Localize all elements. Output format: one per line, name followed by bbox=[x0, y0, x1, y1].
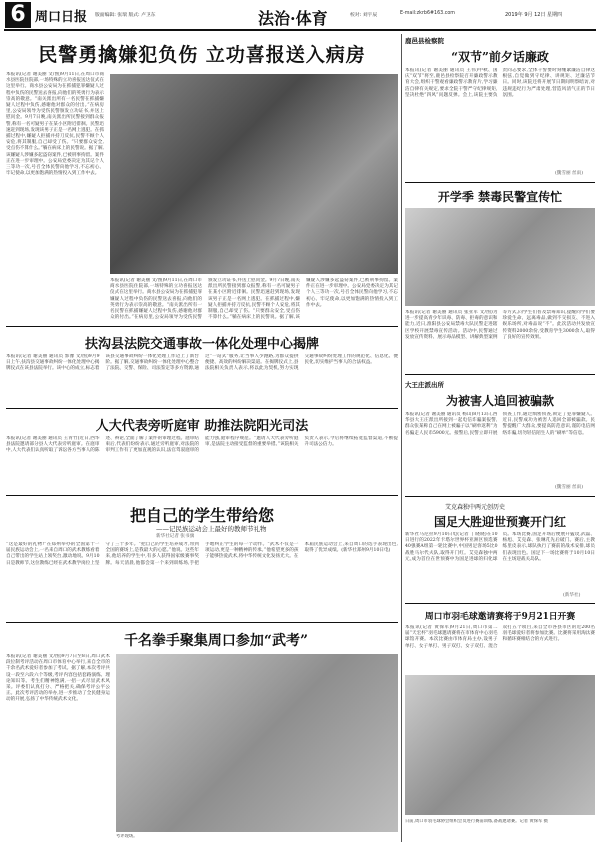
npc-headline: 人大代表旁听庭审 助推法院阳光司法 bbox=[95, 419, 309, 434]
prosecutor-story bbox=[405, 34, 595, 179]
lead-body-left: 本报讯(记者 谢美丽 文/图)9月11日,在周口市商水县医院住院部,一场特殊的立功喜报送达仪式在这里举行。商水县公安局为在抓捕犯罪嫌疑人过程中负伤的民警送去喜报,向他们的英勇行为表示崇高的敬意。“南关派出所有一名民警在抓捕嫌疑人过程中负伤,感谢他对群众的付出。”在病房里,公安局领导为受伤民警颁发立功证书,并送上慰问金。9月7日晚,南关派出所民警接到群众报警,称有一名可疑男子在某小区附近徘徊。民警迅速赶到现场,发现该男子正是一名网上逃犯。在抓捕过程中,嫌疑人拒捕并持刀反抗,民警不顾个人安危,将其制服,自己却受了伤。“只要群众安全,受点伤不算什么。”躺在病床上的民警说。据了解,该嫌疑人涉嫌多起盗窃案件,已被刑事拘留。案件正在进一步审理中。公安局党委决定为其记个人三等功一次,号召全体民警向他学习,不忘初心、牢记使命,以更加饱满的热情投入到工作中去。 bbox=[6, 72, 104, 177]
proofread-info: 校对: 刘宇辰 bbox=[350, 13, 378, 18]
npc-body: 本报讯(记者 谢美丽 通讯员 王青竹)近日,西华县法院邀请部分县人大代表旁听庭审。在庭审中,人大代表们认真听取了诉讼各方当事人的陈述、辩论,全面了解了案件的审理过程。庭审结束后,代表们纷纷表示,通过旁听庭审,对法院的审判工作有了更加直观的认识,法官驾驭庭审的能力强,庭审程序规范。“邀请人大代表旁听庭审,是法院主动接受监督的重要举措。”该院相关负责人表示,今后将继续拓宽监督渠道,不断提升司法公信力。 bbox=[6, 436, 398, 454]
station-headline: 为被害人追回被骗款 bbox=[445, 394, 554, 408]
court-rule bbox=[6, 408, 398, 409]
station-rule bbox=[405, 496, 595, 497]
lead-rule bbox=[6, 326, 398, 327]
issue-date: 2019年 9月 12日 星期四 bbox=[505, 12, 563, 18]
teacher-story bbox=[6, 500, 398, 618]
boxing-caption: 考评现场。 bbox=[116, 834, 138, 839]
football-story bbox=[405, 500, 595, 600]
police-station-story bbox=[405, 378, 595, 493]
football-headline: 国足大胜迎世预赛开门红 bbox=[433, 515, 566, 529]
lead-story bbox=[6, 34, 398, 324]
masthead bbox=[0, 0, 600, 30]
teacher-headline: 把自己的学生带给您 bbox=[129, 506, 274, 525]
masthead-rule bbox=[4, 29, 596, 31]
station-body: 本报讯(记者 谢美丽 通讯员 杨山)8月13日,西华县大王庄派出所接到一起电信诈骗案报警,群众张某称自己在网上被骗子以“刷单返利”为名骗走人民币5900元。接警后,民警立即开展侦查工作,通过缜密侦查,锁定了犯罪嫌疑人。近日,民警成功为被害人追回全部被骗款。民警提醒广大群众,要提高防范意识,谨防电信网络诈骗,切勿轻信陌生人的“刷单”等信息。 bbox=[405, 412, 595, 436]
teacher-rule bbox=[6, 622, 398, 623]
boxing-headline: 千名拳手聚集周口参加“武考” bbox=[123, 633, 309, 649]
prosecutor-rule bbox=[405, 182, 595, 183]
prosecutor-headline: “双节”前夕话廉政 bbox=[451, 50, 549, 64]
npc-story bbox=[6, 412, 398, 492]
teacher-body: “这是最好的礼物!”在郑州举办的全国第十一届民族运动会上,一名来自周口的武术教练看着自己带出的学生站上领奖台,激动地说。9月10日是教师节,这位教练已经在武术教学岗位上坚守了三十多年。“把自己的学生培养成才,带到全国的赛场上,是我最大的心愿。”他说。这些年来,他培养的学生中,有多人获得国家级赛事奖牌。每天清晨,他都会第一个来到训练场,手把手地纠正学生的每一个动作。“武术不仅是一项运动,更是一种精神的传承。”他希望更多的孩子能够热爱武术,将中华传统文化发扬光大。在本届民族运动会上,来自周口的选手表现出色,取得了优异成绩。(新华社郑州9月10日电) bbox=[6, 542, 398, 566]
station-credit: (魏雪丽 丝雨) bbox=[555, 485, 584, 490]
anti-drug-photo bbox=[405, 208, 595, 306]
badminton-story bbox=[405, 607, 595, 842]
editor-info: 版面编辑: 张瑞 版式: 卢卫东 bbox=[95, 13, 156, 18]
boxing-story bbox=[6, 626, 398, 842]
football-rule bbox=[405, 603, 595, 604]
station-name: 大王庄派出所 bbox=[405, 381, 444, 389]
court-body: 本报讯(记者 谢美丽 通讯员 郭豫 文/图)9月9日上午,扶沟县交通事故纠纷一体化处理中心揭牌仪式在该县法院举行。该中心的成立,标志着该县交通事故纠纷一体化处理工作迈上了新台阶。据了解,交通事故纠纷一体化处理中心整合了法院、交警、保险、司法鉴定等多方资源,通过“一站式”服务,让当事人少跑路,为群众提供便捷、高效的纠纷解决渠道。在揭牌仪式上,县法院相关负责人表示,将以此为契机,努力实现交通事故纠纷处理工作的规范化、信息化、便民化,切实维护当事人的合法权益。 bbox=[6, 354, 398, 372]
football-body: 新华社马尼拉9月10日电(记者 丁晓晓)在10日进行的2022年卡塔尔世界杯亚洲区预选赛40强赛A组第一轮比赛中,中国男足客场5比0战胜马尔代夫队,取得开门红。艾克森独中两元,成为首位在世预赛中为国足进球的归化球员。本场比赛,国足开场后便展开猛攻,武磊、杨旭、艾克森、张琳芃先后破门。赛后,主教练里皮表示,球队执行了赛前的战术安排,球员们表现出色。国足下一场比赛将于10月10日在主场迎战关岛队。 bbox=[405, 532, 595, 562]
anti-drug-rule bbox=[405, 374, 595, 375]
badminton-photo bbox=[405, 675, 595, 815]
football-credit: (新华社) bbox=[563, 593, 581, 598]
paper-name: 周口日报 bbox=[35, 10, 88, 25]
teacher-byline: 新华社记者 张书旗 bbox=[156, 534, 195, 539]
prosecutor-body: 本报讯(记者 谢美丽 通讯员 王伟)中秋、国庆“双节”将至,鹿邑县检察院召开廉政警示教育大会,组织干警观看廉政警示教育片,学习廉洁自律有关规定,要求全院干警严守纪律规矩,坚决杜绝“四风”问题反弹。会上,该院主要负责同志要求,全体干警要时刻绷紧廉洁自律这根弦,自觉做到守纪律、讲规矩、过廉洁节日。同时,该院还将开展节日期间明察暗访,对违规违纪行为严肃处理,营造风清气正的节日氛围。 bbox=[405, 68, 595, 98]
email-info: E-mail:zkrb6#163.com bbox=[400, 11, 455, 16]
npc-rule bbox=[6, 495, 398, 496]
teacher-subhead: ——记民族运动会上最好的教师节礼物 bbox=[156, 525, 267, 533]
page-number: 6 bbox=[5, 2, 31, 28]
anti-drug-headline: 开学季 禁毒民警宣传忙 bbox=[437, 190, 563, 204]
football-label: 艾克森独中两元创历史 bbox=[445, 504, 506, 511]
badminton-headline: 周口市羽毛球邀请赛将于9月21日开赛 bbox=[424, 612, 576, 622]
court-headline: 扶沟县法院交通事故一体化处理中心揭牌 bbox=[84, 337, 319, 352]
prosecutor-credit: (魏雪丽 丝雨) bbox=[555, 171, 584, 176]
prosecutor-label: 鹿邑县检察院 bbox=[405, 37, 444, 45]
lead-photo bbox=[110, 74, 398, 274]
boxing-photo bbox=[116, 654, 398, 832]
boxing-body: 本报讯(记者 谢美丽 文/图)9月7日至8日,周口武术段位制考评活动在周口市体育中心举行,来自全市的千余名武术爱好者参加了考试。据了解,本次考评共设一段至六段六个等级,考评内容包括套路演练、理论知识等。考生们精神饱满,一招一式尽显武术风采。评委们认真打分、严格把关,确保考评公平公正。此次考评活动的举办,进一步推动了全民健身运动的开展,弘扬了中华传统武术文化。 bbox=[6, 654, 110, 703]
anti-drug-story bbox=[405, 186, 595, 371]
badminton-caption: 日前,周口市羽毛球协会组织会员进行赛前训练,备战邀请赛。记者 黄保军 摄 bbox=[405, 819, 548, 824]
anti-drug-body: 本报讯(记者 谢美丽 通讯员 张亚军 文/图)为进一步提高青少年识毒、防毒、拒毒的意识和能力,近日,淮阳县公安局禁毒大队民警走进辖区学校开展禁毒宣传活动。活动中,民警通过发放宣传资料、展示毒品模型、讲解典型案例等方式,向学生们普及禁毒知识,提醒同学们要珍爱生命、远离毒品,做到不交损友、不进入娱乐场所,对毒品说“不”。此次活动共发放宣传资料2000余份,受教育学生3000余人,取得了良好的宣传效果。 bbox=[405, 310, 595, 340]
section-title: 法治·体育 bbox=[258, 9, 328, 28]
column-divider bbox=[401, 34, 402, 842]
lead-headline: 民警勇擒嫌犯负伤 立功喜报送入病房 bbox=[38, 44, 366, 66]
badminton-body: 本报讯(记者 黄保军)9月21日,周口市第二届“天宏杯”羽毛球邀请赛将在市体育中心羽毛球馆开赛。本次比赛由市体育局主办,设男子单打、女子单打、男子双打、女子双打、混合双打五个项目,来自全市各县市区的近200名羽毛球爱好者将参加比赛。比赛将采用淘汰赛和循环赛相结合的方式进行。 bbox=[405, 625, 595, 649]
court-story bbox=[6, 330, 398, 405]
lead-body-bottom: 本报讯(记者 谢美丽 文/图)9月11日,在周口市商水县医院住院部,一场特殊的立功喜报送达仪式在这里举行。商水县公安局为在抓捕犯罪嫌疑人过程中负伤的民警送去喜报,向他们的英勇行为表示崇高的敬意。“南关派出所有一名民警在抓捕嫌疑人过程中负伤,感谢他对群众的付出。”在病房里,公安局领导为受伤民警颁发立功证书,并送上慰问金。9月7日晚,南关派出所民警接到群众报警,称有一名可疑男子在某小区附近徘徊。民警迅速赶到现场,发现该男子正是一名网上逃犯。在抓捕过程中,嫌疑人拒捕并持刀反抗,民警不顾个人安危,将其制服,自己却受了伤。“只要群众安全,受点伤不算什么。”躺在病床上的民警说。据了解,该嫌疑人涉嫌多起盗窃案件,已被刑事拘留。案件正在进一步审理中。公安局党委决定为其记个人三等功一次,号召全体民警向他学习,不忘初心、牢记使命,以更加饱满的热情投入到工作中去。 bbox=[110, 278, 398, 321]
